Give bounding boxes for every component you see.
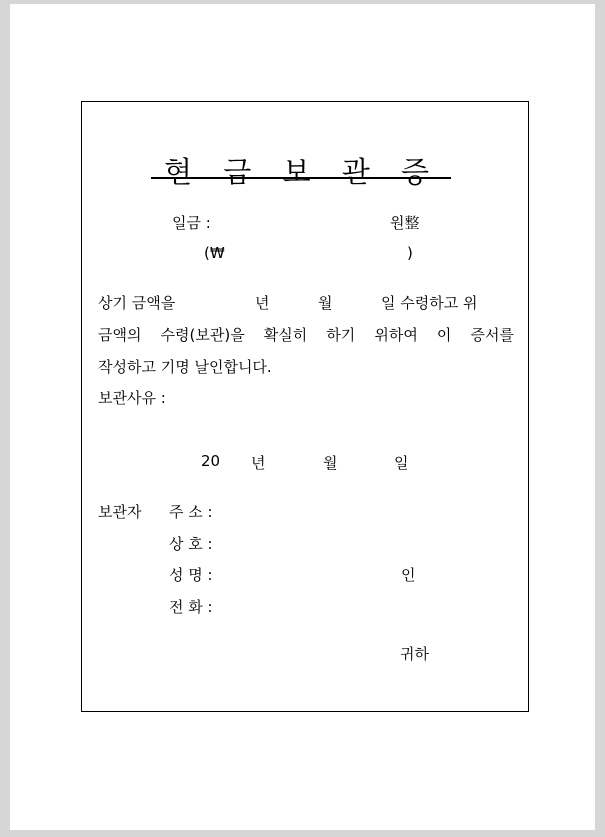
custodian-heading: 보관자 <box>98 503 142 521</box>
body-line-1-c: 월 <box>318 294 333 312</box>
body-word: 확실히 <box>263 326 308 344</box>
body-word: 위하여 <box>374 326 418 344</box>
date-day-label: 일 <box>394 454 409 472</box>
body-line-1-b: 년 <box>255 294 270 312</box>
body-line-1-d: 일 수령하고 위 <box>381 294 478 312</box>
date-month-label: 월 <box>323 454 338 472</box>
document-title: 현 금 보 관 증 <box>164 155 440 189</box>
body-word: 이 <box>436 326 452 344</box>
address-label: 주 소 : <box>169 503 213 521</box>
amount-unit: 원整 <box>390 214 420 232</box>
won-close: ) <box>407 244 413 262</box>
phone-label: 전 화 : <box>169 598 213 616</box>
body-word: 금액의 <box>98 326 142 344</box>
seal-mark: 인 <box>401 566 416 584</box>
reason-label: 보관사유 : <box>98 389 166 407</box>
date-year-label: 년 <box>251 454 266 472</box>
document-page <box>10 4 595 830</box>
body-line-3: 작성하고 기명 날인합니다. <box>98 358 272 376</box>
recipient-honorific: 귀하 <box>400 645 429 663</box>
title-underline <box>151 177 451 179</box>
company-label: 상 호 : <box>169 535 213 553</box>
body-word: 하기 <box>326 326 356 344</box>
body-word: 수령(보관)을 <box>160 326 245 344</box>
won-open: (₩ <box>204 244 225 262</box>
date-year: 20 <box>201 452 221 470</box>
body-line-1 <box>98 292 514 312</box>
body-line-2 <box>98 324 514 345</box>
amount-label: 일금 : <box>172 214 211 232</box>
name-label: 성 명 : <box>169 566 213 584</box>
receipt-frame <box>81 101 529 712</box>
body-word: 증서를 <box>470 326 514 344</box>
body-line-1-a: 상기 금액을 <box>98 294 176 312</box>
